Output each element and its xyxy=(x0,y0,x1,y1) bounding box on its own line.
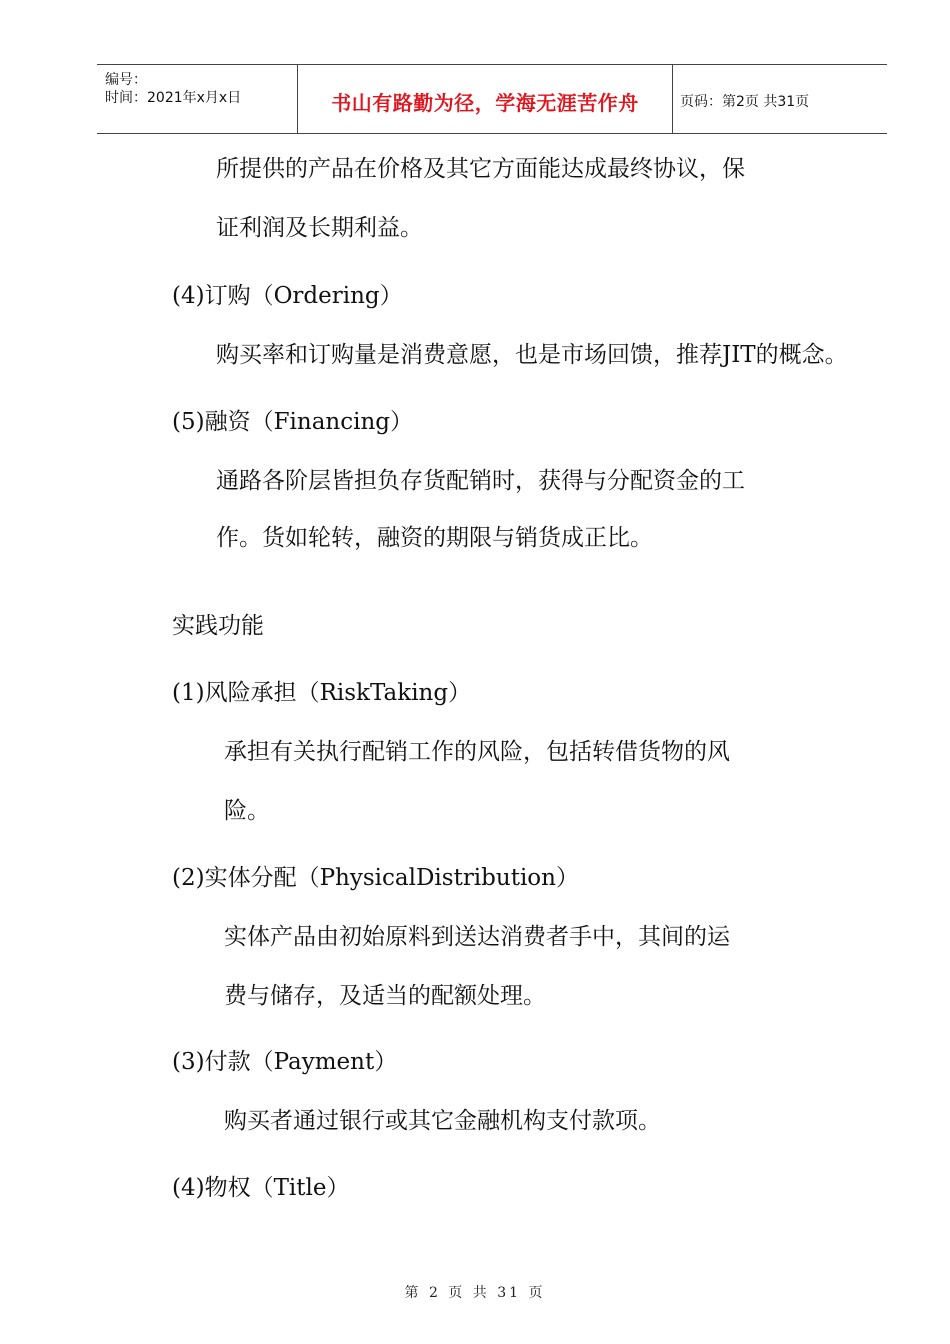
paragraph-line: 购买者通过银行或其它金融机构支付款项。 xyxy=(224,1108,661,1134)
page-header xyxy=(97,64,887,134)
paragraph-line: 通路各阶层皆担负存货配销时，获得与分配资金的工 xyxy=(216,468,745,494)
section-heading-risk-taking: (1)风险承担（RiskTaking） xyxy=(172,680,472,706)
header-right-cell xyxy=(672,65,887,133)
page-footer: 第 2 页 共 31 页 xyxy=(404,1285,546,1301)
paragraph-line: 险。 xyxy=(224,798,270,824)
section-heading-ordering: (4)订购（Ordering） xyxy=(172,283,403,309)
section-heading-financing: (5)融资（Financing） xyxy=(172,409,414,435)
document-date-label: 时间：2021年x月x日 xyxy=(105,90,242,106)
paragraph-line: 证利润及长期利益。 xyxy=(216,215,423,241)
paragraph-line: 承担有关执行配销工作的风险，包括转借货物的风 xyxy=(224,739,730,765)
section-heading-payment: (3)付款（Payment） xyxy=(172,1049,398,1075)
paragraph-line: 作。货如轮转，融资的期限与销货成正比。 xyxy=(216,525,653,551)
header-center-cell xyxy=(297,65,673,133)
header-page-info: 页码：第2页 共31页 xyxy=(680,94,810,110)
document-number-label: 编号： xyxy=(105,72,147,88)
header-left-cell xyxy=(97,65,297,133)
section-heading-physical-distribution: (2)实体分配（PhysicalDistribution） xyxy=(172,865,579,891)
section-title-practical-functions: 实践功能 xyxy=(172,613,264,639)
paragraph-line: 所提供的产品在价格及其它方面能达成最终协议，保 xyxy=(216,156,745,182)
paragraph-line: 实体产品由初始原料到送达消费者手中，其间的运 xyxy=(224,924,730,950)
paragraph-line: 费与储存，及适当的配额处理。 xyxy=(224,983,546,1009)
header-motto: 书山有路勤为径，学海无涯苦作舟 xyxy=(331,91,639,115)
paragraph-line: 购买率和订购量是消费意愿，也是市场回馈，推荐JIT的概念。 xyxy=(216,342,848,368)
section-heading-title: (4)物权（Title） xyxy=(172,1175,350,1201)
